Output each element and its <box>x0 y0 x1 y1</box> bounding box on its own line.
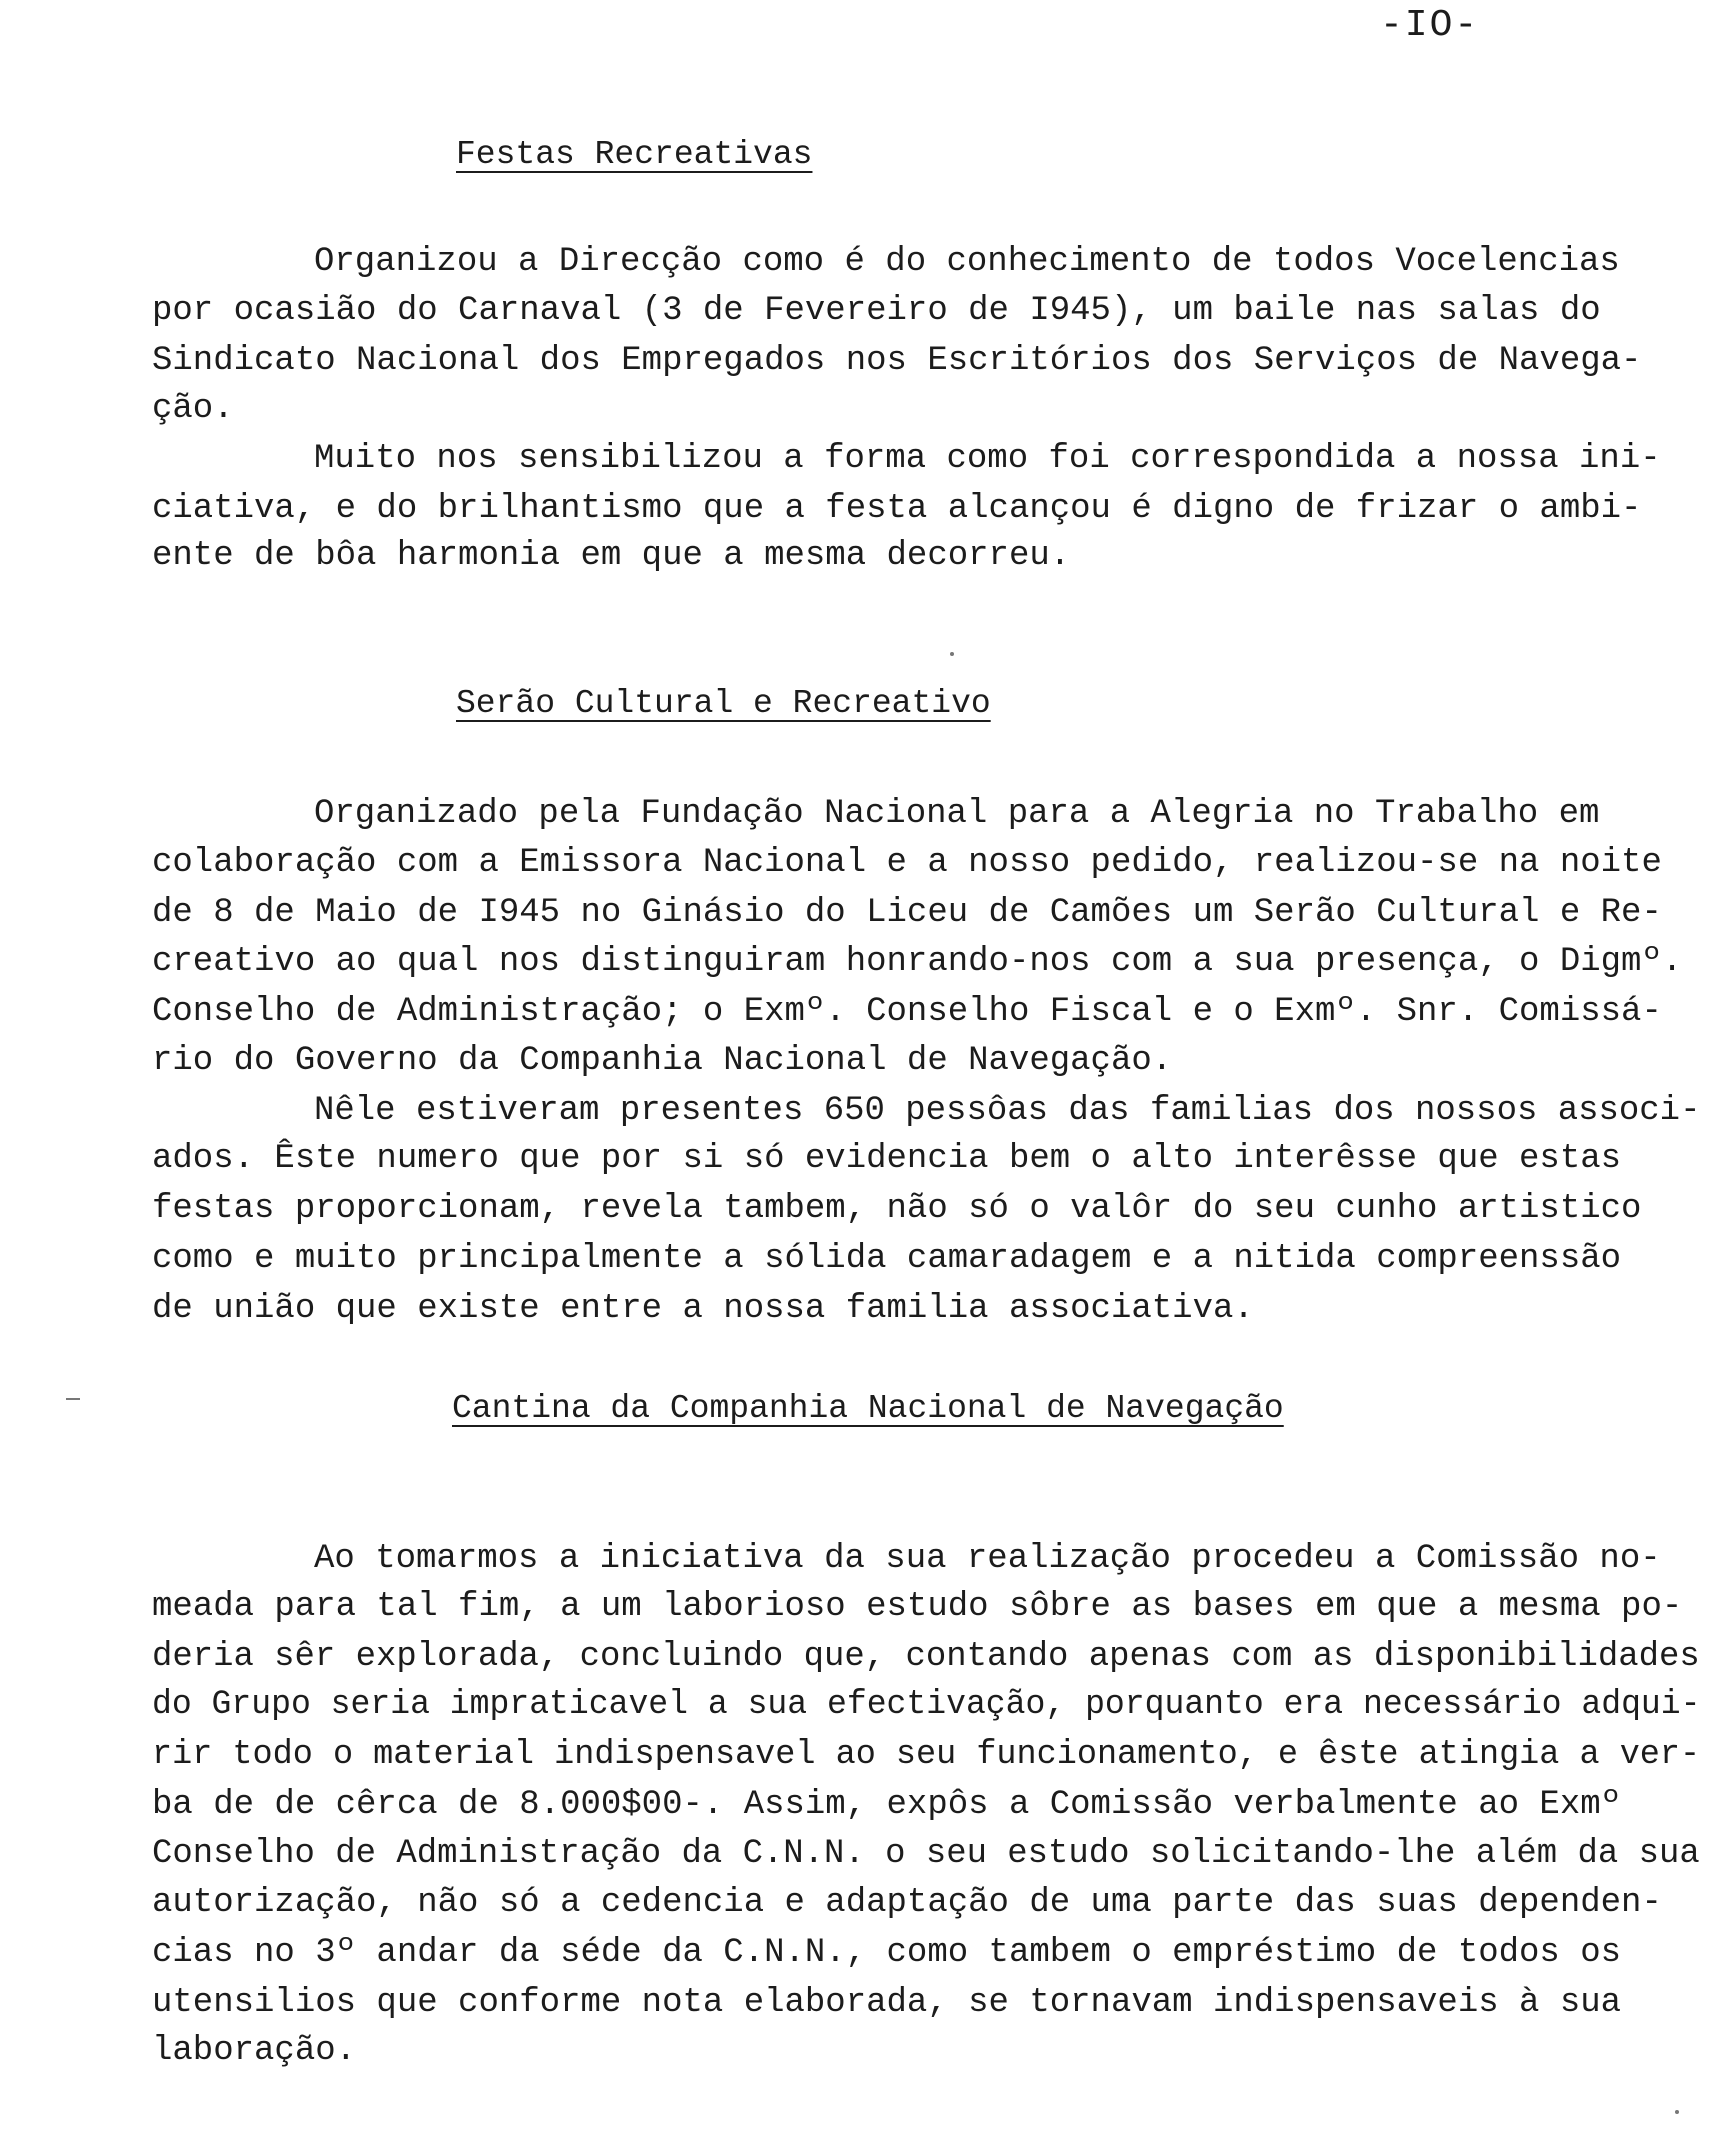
scan-speck <box>950 652 954 656</box>
paragraph-line: Organizado pela Fundação Nacional para a Alegria no Trabalho em <box>314 795 1600 833</box>
paragraph-line: Sindicato Nacional dos Empregados nos Escritórios dos Serviços de Navega- <box>152 342 1642 380</box>
paragraph-line: autorização, não só a cedencia e adaptação de uma parte das suas dependen- <box>152 1884 1662 1922</box>
paragraph-line: laboração. <box>152 2032 357 2070</box>
scan-speck <box>1675 2110 1679 2114</box>
paragraph-line: ados. Êste numero que por si só evidencia bem o alto interêsse que estas <box>152 1140 1622 1178</box>
paragraph-line: creativo ao qual nos distinguiram honrando-nos com a sua presença, o Digmº. <box>152 943 1683 981</box>
paragraph-line: de união que existe entre a nossa familia associativa. <box>152 1290 1254 1328</box>
paragraph-line: meada para tal fim, a um laborioso estudo sôbre as bases em que a mesma po- <box>152 1588 1683 1626</box>
scan-speck <box>66 1398 80 1400</box>
paragraph-line: rio do Governo da Companhia Nacional de Navegação. <box>152 1042 1173 1080</box>
paragraph-line: deria sêr explorada, concluindo que, contando apenas com as disponibilidades <box>152 1638 1700 1676</box>
paragraph-line: de 8 de Maio de I945 no Ginásio do Liceu de Camões um Serão Cultural e Re- <box>152 894 1662 932</box>
paragraph-line: cias no 3º andar da séde da C.N.N., como tambem o empréstimo de todos os <box>152 1934 1622 1972</box>
paragraph-line: Organizou a Direcção como é do conhecimento de todos Vocelencias <box>314 243 1620 281</box>
paragraph-line: Ao tomarmos a iniciativa da sua realização procedeu a Comissão no- <box>314 1540 1661 1578</box>
paragraph-line: Muito nos sensibilizou a forma como foi correspondida a nossa ini- <box>314 440 1661 478</box>
paragraph-line: utensilios que conforme nota elaborada, se tornavam indispensaveis à sua <box>152 1984 1622 2022</box>
paragraph-line: ciativa, e do brilhantismo que a festa alcançou é digno de frizar o ambi- <box>152 490 1642 528</box>
paragraph-line: rir todo o material indispensavel ao seu funcionamento, e êste atingia a ver- <box>152 1736 1701 1774</box>
paragraph-line: como e muito principalmente a sólida camaradagem e a nitida compreenssão <box>152 1240 1622 1278</box>
paragraph-line: ente de bôa harmonia em que a mesma decorreu. <box>152 537 1071 575</box>
paragraph-line: colaboração com a Emissora Nacional e a nosso pedido, realizou-se na noite <box>152 844 1662 882</box>
paragraph-line: festas proporcionam, revela tambem, não só o valôr do seu cunho artistico <box>152 1190 1642 1228</box>
paragraph-line: Conselho de Administração; o Exmº. Conselho Fiscal e o Exmº. Snr. Comissá- <box>152 993 1662 1031</box>
paragraph-line: ção. <box>152 390 234 428</box>
page-number: -IO- <box>1380 4 1480 47</box>
section-heading-festas-recreativas: Festas Recreativas <box>456 136 813 173</box>
paragraph-line: Nêle estiveram presentes 650 pessôas das familias dos nossos associ- <box>314 1092 1701 1130</box>
paragraph-line: do Grupo seria impraticavel a sua efectivação, porquanto era necessário adqui- <box>152 1686 1701 1724</box>
paragraph-line: ba de de cêrca de 8.000$00-. Assim, expôs a Comissão verbalmente ao Exmº <box>152 1786 1622 1824</box>
paragraph-line: Conselho de Administração da C.N.N. o seu estudo solicitando-lhe além da sua <box>152 1835 1700 1873</box>
section-heading-serao-cultural: Serão Cultural e Recreativo <box>456 685 991 722</box>
paragraph-line: por ocasião do Carnaval (3 de Fevereiro de I945), um baile nas salas do <box>152 292 1601 330</box>
section-heading-cantina: Cantina da Companhia Nacional de Navegação <box>452 1390 1284 1427</box>
